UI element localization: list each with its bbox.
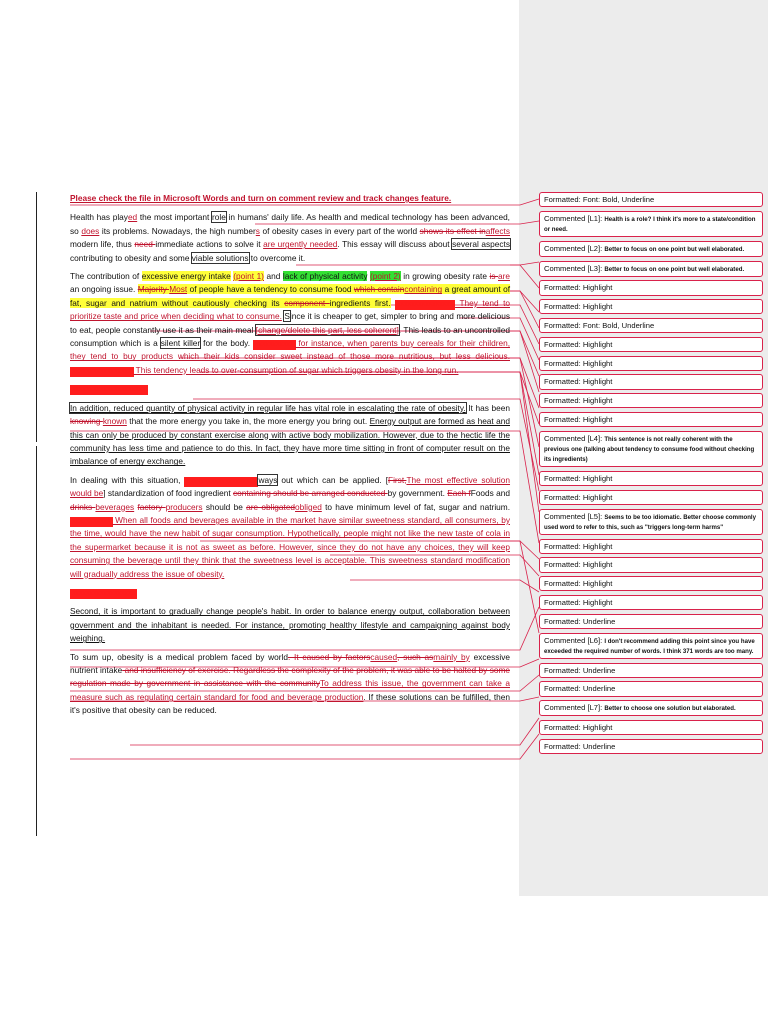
commented-text[interactable]: ways — [258, 474, 278, 485]
comment-balloon[interactable] — [539, 509, 763, 535]
paragraph-body-1: The contribution of excessive energy intake (point 1) and lack of physical activity (point 2) in growing obesity rate is are an ongoing issue. Majority Most of people have a tendency to consume food which containcontaining a great amount of fat, sugar and natrium without cautiously checking its component ingredients first. xxxxxxxxxxxxxxxx They tend to prioritize taste and price when deciding what to consume. Since it is cheaper to get, simpler to bring and more delicious to eat, people constantly use it as their main meal [change/delete this part, less coherent]. This leads to an uncontrolled consumption which is a silent killer for the body. xxxxxxxxxxx for instance, when parents buy cereals for their children, they tend to buy products which their kids consider sweet instead of those more nutritious, but less delicious. xxxxxxxxxxxxxxxxx This tendency leads to over-consumption of sugar which triggers obesity in the long run. — [70, 271, 511, 375]
commented-text[interactable]: In addition, reduced quantity of physical activity in regular life has vital role in escalating the rate of obesity. — [70, 402, 466, 413]
balloon-label: Commented [L7]: — [544, 703, 603, 713]
instruction-line — [70, 192, 510, 205]
paragraph-body-2: In addition, reduced quantity of physical activity in regular life has vital role in escalating the rate of obesity. It has been knowing known that the more energy you take in, the more energy you bring out. Energy output are formed as heat and this can only be produced by constant exercise along with active body mobilization. However, due to the hectic life the community has less time and patience to do this. In fact, they have more time sitting in front of computer result on the imbalance of energy exchange. — [70, 402, 510, 467]
balloon-label: Commented [L5]: — [544, 511, 603, 521]
redacted-text: xxxxxxxxxxxxxxxxxx — [72, 589, 135, 597]
balloon-label: Formatted: Highlight — [544, 339, 613, 349]
format-balloon[interactable] — [539, 663, 763, 678]
format-balloon[interactable] — [539, 595, 763, 610]
balloon-comment-text: Better to focus on one point but well elaborated. — [604, 245, 745, 253]
redacted-text: xxxxxxxxxxx — [255, 341, 294, 349]
balloon-label: Formatted: Highlight — [544, 473, 613, 483]
balloon-label: Formatted: Font: Bold, Underline — [544, 195, 655, 204]
markup-balloons — [539, 192, 763, 758]
redacted-text: xxxxxxxxxxxxxxxxxxxxx — [72, 386, 146, 394]
balloon-label: Formatted: Highlight — [544, 283, 613, 293]
paragraph-body-3: In dealing with this situation, xxxxxxxxxxxxxxxxxxxx ways out which can be applied. [First,The most effective solution would be] standardization of food ingredient containing should be arranged conducted by government. Each fFoods and drinks beverages factory producers should be are obligatedobliged to have minimum level of fat, sugar and natrium. xxxxxxxxxxx When all foods and beverages available in the market have similar sweetness standard, all consumers, by the time, would have the new habit of sugar consumption. Hypothetically, people might not like the new taste of cola in the supermarket because it is not as sweet as before. However, since they do not have any choices, they will keep consuming the beverage until they think that the sweetness level is acceptable. This sweetness standard modification will gradually address the issue of obesity. — [70, 474, 511, 579]
format-balloon[interactable] — [539, 739, 763, 754]
format-balloon[interactable] — [539, 539, 763, 554]
commented-text[interactable]: role — [211, 212, 226, 223]
format-balloon[interactable] — [539, 681, 763, 696]
balloon-label: Formatted: Underline — [544, 665, 616, 675]
redacted-text: xxxxxxxxxxxxxxxx — [397, 300, 454, 308]
balloon-label: Formatted: Highlight — [544, 541, 613, 551]
balloon-label: Formatted: Underline — [544, 741, 616, 751]
format-balloon[interactable] — [539, 374, 763, 389]
format-balloon[interactable] — [539, 393, 763, 408]
commented-text[interactable]: silent killer — [160, 338, 201, 349]
redacted-text: xxxxxxxxxxx — [72, 517, 111, 525]
format-balloon[interactable] — [539, 471, 763, 486]
comment-balloon[interactable] — [539, 261, 763, 277]
balloon-label: Formatted: Highlight — [544, 579, 613, 589]
paragraph-conclusion: To sum up, obesity is a medical problem faced by world. It caused by factorscaused, such asmainly by excessive nutrient intake and insufficiency of exercise. Regardless the complexity of the problem, it was able to be halted by some regulation made by government in assistance with the communityTo address this issue, the government can take a measure such as regulating certain standard for food and beverage production. If these solutions can be fulfilled, then it's positive that obesity can be reduced. — [70, 651, 511, 716]
balloon-label: Formatted: Highlight — [544, 492, 613, 502]
paragraph-intro: Health has played the most important role in humans' daily life. As health and medical technology has been advanced, so does its problems. Nowadays, the high numbers of obesity cases in every part of the world shows its effect inaffects modern life, thus need immediate actions to solve it are urgently needed. This essay will discuss about several aspects contributing to obesity and some viable solutions to overcome it. — [70, 212, 511, 263]
balloon-label: Formatted: Highlight — [544, 358, 613, 368]
balloon-label: Formatted: Underline — [544, 684, 616, 694]
format-balloon[interactable] — [539, 337, 763, 352]
format-balloon[interactable] — [539, 576, 763, 591]
comment-balloon[interactable] — [539, 431, 763, 468]
balloon-comment-text: Health is a role? I think it's more to a state/condition or need. — [544, 215, 756, 233]
comment-balloon[interactable] — [539, 241, 763, 257]
balloon-comment-text: Seems to be too idiomatic. Better choose commonly used word to refer to this, such as "triggers long-term harms" — [544, 513, 757, 531]
format-balloon[interactable] — [539, 720, 763, 735]
balloon-label: Formatted: Font: Bold, Underline — [544, 320, 655, 330]
balloon-label: Formatted: Underline — [544, 616, 616, 626]
balloon-comment-text: This sentence is not really coherent with the previous one (talking about tendency to consume food without checking its ingredients) — [544, 435, 755, 464]
balloon-label: Formatted: Highlight — [544, 377, 613, 387]
balloon-label: Formatted: Highlight — [544, 597, 613, 607]
comment-balloon[interactable] — [539, 700, 763, 716]
commented-text[interactable]: viable solutions — [191, 252, 249, 263]
balloon-comment-text: Better to choose one solution but elaborated. — [604, 705, 736, 713]
redacted-heading — [70, 382, 510, 395]
redacted-text: xxxxxxxxxxxxxxxxxxxx — [186, 477, 257, 485]
balloon-comment-text: I don't recommend adding this point since you have exceeded the required number of words. I think 371 words are too many. — [544, 637, 755, 655]
format-balloon[interactable] — [539, 280, 763, 295]
balloon-label: Formatted: Highlight — [544, 396, 613, 406]
balloon-label: Formatted: Highlight — [544, 560, 613, 570]
format-balloon[interactable] — [539, 299, 763, 314]
balloon-label: Commented [L3]: — [544, 263, 603, 273]
document-body — [70, 192, 510, 723]
balloon-label: Formatted: Highlight — [544, 722, 613, 732]
format-balloon[interactable] — [539, 614, 763, 629]
commented-text[interactable]: several aspects — [452, 239, 510, 250]
balloon-label: Commented [L6]: — [544, 635, 603, 645]
instruction-text: Please check the file in Microsoft Words and turn on comment review and track changes feature. — [70, 193, 452, 203]
commented-text[interactable]: [change/delete this part, less coherent] — [255, 324, 399, 335]
balloon-label: Formatted: Highlight — [544, 414, 613, 424]
balloon-label: Commented [L4]: — [544, 433, 603, 443]
format-balloon[interactable] — [539, 318, 763, 333]
redacted-text: xxxxxxxxxxxxxxxxx — [72, 367, 132, 375]
balloon-label: Formatted: Highlight — [544, 302, 613, 312]
comment-balloon[interactable] — [539, 633, 763, 659]
redacted-heading — [70, 586, 510, 599]
paragraph-body-4: Second, it is important to gradually change people's habit. In order to balance energy output, collaboration between government and the inhabitant is needed. For instance, promoting healthy lifestyle and campaigning against body weighing. — [70, 606, 510, 644]
format-balloon[interactable] — [539, 192, 763, 207]
format-balloon[interactable] — [539, 356, 763, 371]
balloon-label: Commented [L1]: — [544, 213, 603, 223]
format-balloon[interactable] — [539, 490, 763, 505]
balloon-comment-text: Better to focus on one point but well elaborated. — [604, 265, 745, 273]
balloon-label: Commented [L2]: — [544, 243, 603, 253]
comment-balloon[interactable] — [539, 211, 763, 237]
format-balloon[interactable] — [539, 412, 763, 427]
commented-text[interactable]: S — [284, 311, 290, 322]
format-balloon[interactable] — [539, 557, 763, 572]
